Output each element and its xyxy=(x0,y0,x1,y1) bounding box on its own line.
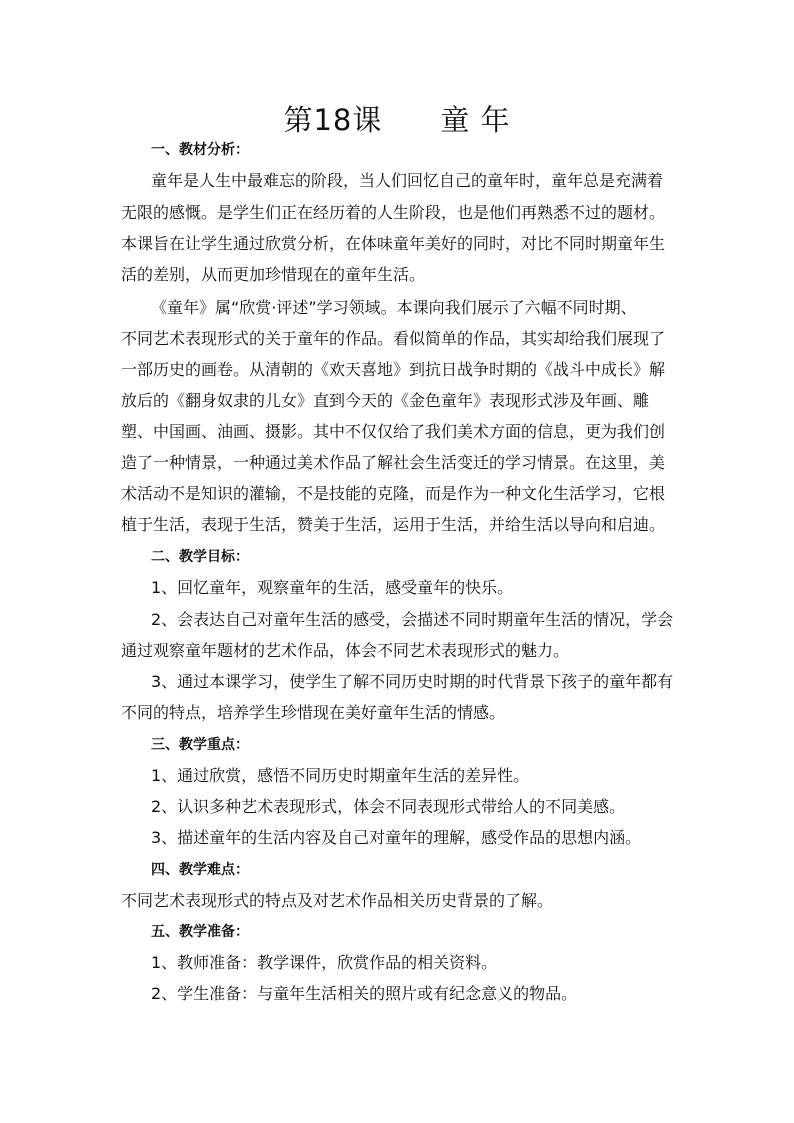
paragraph-line: 塑、中国画、油画、摄影。其中不仅仅给了我们美术方面的信息，更为我们创 xyxy=(121,422,666,441)
paragraph-line: 不同艺术表现形式的特点及对艺术作品相关历史背景的了解。 xyxy=(121,891,554,910)
list-item-continuation: 不同的特点，培养学生珍惜现在美好童年生活的情感。 xyxy=(121,703,506,722)
list-item: 3、通过本课学习，使学生了解不同历史时期的时代背景下孩子的童年都有 xyxy=(151,672,674,691)
paragraph-line: 本课旨在让学生通过欣赏分析，在体味童年美好的同时，对比不同时期童年生 xyxy=(121,234,666,253)
paragraph-line: 放后的《翻身奴隶的儿女》直到今天的《金色童年》表现形式涉及年画、雕 xyxy=(121,391,650,410)
section-heading-objectives: 二、教学目标： xyxy=(151,549,249,565)
paragraph-line: 造了一种情景，一种通过美术作品了解社会生活变迁的学习情景。在这里，美 xyxy=(121,453,666,472)
list-item-continuation: 通过观察童年题材的艺术作品，体会不同艺术表现形式的魅力。 xyxy=(121,641,570,660)
list-item: 2、学生准备：与童年生活相关的照片或有纪念意义的物品。 xyxy=(151,984,578,1003)
paragraph-line: 一部历史的画卷。从清朝的《欢天喜地》到抗日战争时期的《战斗中成长》解 xyxy=(121,360,666,379)
paragraph-line: 童年是人生中最难忘的阶段，当人们回忆自己的童年时，童年总是充满着 xyxy=(151,171,664,190)
section-heading-difficulties: 四、教学难点： xyxy=(151,862,249,878)
lesson-number: 第18课 xyxy=(283,103,383,137)
list-item: 1、回忆童年，观察童年的生活，感受童年的快乐。 xyxy=(151,578,514,597)
list-item: 3、描述童年的生活内容及自己对童年的理解，感受作品的思想内涵。 xyxy=(151,828,642,847)
lesson-name: 童 年 xyxy=(440,103,511,137)
list-item: 1、通过欣赏，感悟不同历史时期童年生活的差异性。 xyxy=(151,766,530,785)
list-item: 1、教师准备：教学课件，欣赏作品的相关资料。 xyxy=(151,953,498,972)
list-item: 2、认识多种艺术表现形式，体会不同表现形式带给人的不同美感。 xyxy=(151,797,626,816)
paragraph-line: 无限的感慨。是学生们正在经历着的人生阶段，也是他们再熟悉不过的题材。 xyxy=(121,203,666,222)
paragraph-line: 植于生活，表现于生活，赞美于生活，运用于生活，并给生活以导向和启迪。 xyxy=(121,515,666,534)
paragraph-line: 术活动不是知识的灌输，不是技能的克隆，而是作为一种文化生活学习，它根 xyxy=(121,484,666,503)
list-item: 2、会表达自己对童年生活的感受，会描述不同时期童年生活的情况，学会 xyxy=(151,610,674,629)
section-heading-preparation: 五、教学准备： xyxy=(151,924,249,940)
lesson-title xyxy=(0,98,794,139)
section-heading-analysis: 一、教材分析： xyxy=(151,142,249,158)
section-heading-key-points: 三、教学重点： xyxy=(151,737,249,753)
paragraph-line: 《童年》属“欣赏·评述”学习领域。本课向我们展示了六幅不同时期、 xyxy=(151,298,637,317)
paragraph-line: 活的差别，从而更加珍惜现在的童年生活。 xyxy=(121,265,426,284)
paragraph-line: 不同艺术表现形式的关于童年的作品。看似简单的作品，其实却给我们展现了 xyxy=(121,329,666,348)
